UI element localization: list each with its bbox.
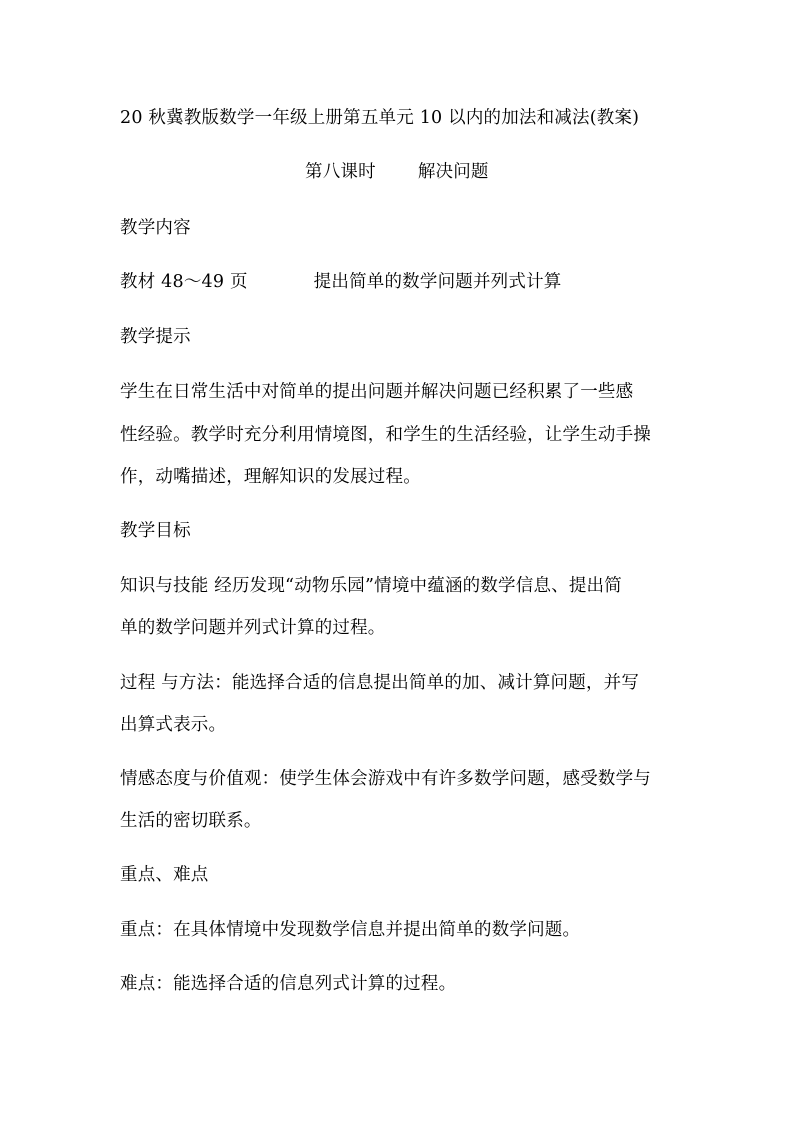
difficult-point-text: 难点：能选择合适的信息列式计算的过程。: [120, 974, 457, 994]
heading-teaching-hint: 教学提示: [120, 327, 191, 347]
key-point-text: 重点：在具体情境中发现数学信息并提出简单的数学问题。: [120, 920, 581, 940]
heading-key-difficult: 重点、难点: [120, 865, 209, 885]
heading-teaching-goals: 教学目标: [120, 521, 191, 541]
lesson-number: 第八课时: [305, 162, 376, 182]
hint-paragraph-line: 学生在日常生活中对简单的提出问题并解决问题已经积累了一些感: [120, 382, 634, 402]
lesson-subtitle: [305, 161, 489, 183]
heading-teaching-content: 教学内容: [120, 218, 191, 238]
goal-emotion-line: 生活的密切联系。: [120, 811, 262, 831]
document-title: 20 秋冀教版数学一年级上册第五单元 10 以内的加法和减法(教案): [120, 108, 640, 128]
hint-paragraph-line: 作，动嘴描述，理解知识的发展过程。: [120, 467, 421, 487]
goal-knowledge-line: 单的数学问题并列式计算的过程。: [120, 618, 386, 638]
hint-paragraph-line: 性经验。教学时充分利用情境图，和学生的生活经验，让学生动手操: [120, 425, 651, 445]
teaching-content-text: [120, 271, 561, 293]
content-description: 提出简单的数学问题并列式计算: [313, 272, 562, 292]
goal-process-line: 出算式表示。: [120, 715, 227, 735]
goal-knowledge-line: 知识与技能 经历发现“动物乐园”情境中蕴涵的数学信息、提出简: [120, 576, 622, 596]
goal-emotion-line: 情感态度与价值观：使学生体会游戏中有许多数学问题，感受数学与: [120, 769, 651, 789]
textbook-pages: 教材 48～49 页: [120, 272, 248, 292]
lesson-topic: 解决问题: [417, 162, 489, 182]
goal-process-line: 过程 与方法：能选择合适的信息提出简单的加、减计算问题，并写: [120, 673, 640, 693]
